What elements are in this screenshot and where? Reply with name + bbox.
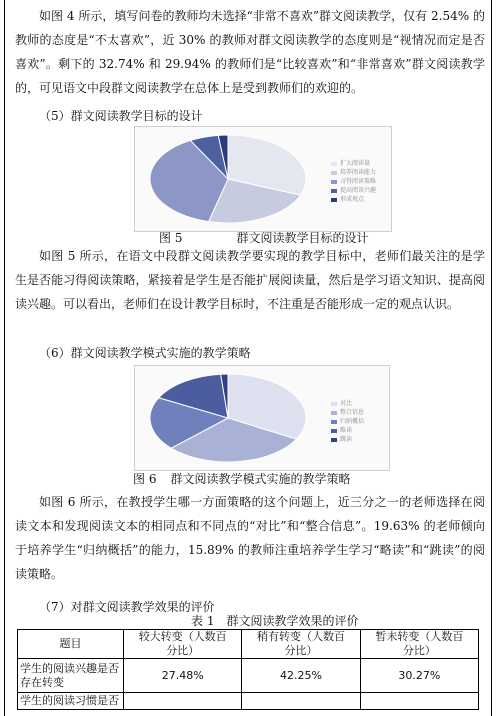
chart6-legend-item [331,408,364,417]
legend-figure6 [331,399,364,444]
chart6-legend-swatch [331,429,337,433]
chart5-legend-label: 形成观点 [340,196,365,203]
chart6-legend-label: 归纳概括 [340,418,365,425]
paragraph-figure4-analysis: 如图 4 所示，填写问卷的教师均未选择“非常不喜欢”群文阅读教学，仅有 2.54% 的教师的态度是“不太喜欢”，近 30% 的教师对群文阅读教学的态度则是“视情况而定是否喜欢”。剩下的 32.74% 和 29.94% 的教师们是“比较喜欢”和“非常喜欢”群文阅读教学的，可见语文中段群文阅读教学在总体上是受到教师们的欢迎的。 [15,9,485,95]
chart6-legend-swatch [331,411,337,415]
figure6-number: 图 6 [133,472,157,486]
chart6-legend-swatch [331,438,337,442]
chart5-legend-label: 提高阅读兴趣 [340,187,377,194]
table-row [18,693,479,710]
chart6-legend-item [331,435,364,444]
chart6-legend-label: 对比 [340,400,353,407]
table-row [18,659,479,693]
chart5-legend-item [331,177,376,186]
chart6-legend-label: 整合信息 [340,409,365,416]
chart5-legend-label: 培养阅读能力 [340,169,377,176]
chart6-legend-label: 跳读 [340,436,353,443]
figure6-caption [133,471,350,487]
chart6-legend-swatch [331,402,337,406]
chart5-legend-swatch [331,180,337,184]
chart6-legend-label: 略读 [340,427,353,434]
table-cell: 30.27% [360,659,478,693]
table-cell: 学生的阅读兴趣是否存在转变 [18,659,124,693]
table-header-cell: 较大转变（人数百分比） [124,630,242,659]
table-cell: 42.25% [242,659,360,693]
chart6-legend-swatch [331,420,337,424]
table-cell [242,693,360,710]
table-cell [360,693,478,710]
figure5-title: 群文阅读教学目标的设计 [236,231,369,245]
table1-caption: 表 1 群文阅读教学效果的评价 [191,614,359,628]
chart5-legend-label: 习得阅读策略 [340,178,377,185]
chart6-legend-item [331,417,364,426]
chart5-legend-swatch [331,162,337,166]
table-header-row [18,630,479,659]
figure5-number: 图 5 [159,231,183,245]
figure6-title: 群文阅读教学模式实施的教学策略 [170,472,351,486]
table-cell: 学生的阅读习惯是否 [18,693,124,710]
table-header-cell: 暂未转变（人数百分比） [360,630,478,659]
chart5-legend-swatch [331,189,337,193]
paragraph-figure6-analysis: 如图 6 所示，在教授学生哪一方面策略的这个问题上，近三分之一的老师选择在阅读文本和发现阅读文本的相同点和不同点的“对比”和“整合信息”。19.63% 的老师倾向于培养学生“归纳概括”的能力，15.89% 的教师注重培养学生学习“略读”和“跳读”的阅读策略。 [15,495,485,581]
section-heading-6: （6）群文阅读教学模式实施的教学策略 [39,346,251,360]
chart5-legend-item [331,186,376,195]
document-page [4,0,492,716]
chart5-legend-label: 扩大阅读量 [340,160,371,167]
legend-figure5 [331,159,376,204]
chart5-legend-item [331,195,376,204]
section-heading-7: （7）对群文阅读教学效果的评价 [39,600,215,614]
table-cell [124,693,242,710]
table-header-cell: 稍有转变（人数百分比） [242,630,360,659]
table-cell: 27.48% [124,659,242,693]
section-heading-5: （5）群文阅读教学目标的设计 [39,109,203,123]
chart5-legend-item [331,168,376,177]
chart5-legend-swatch [331,171,337,175]
table-teaching-effect [17,629,479,710]
table-header-cell: 题目 [18,630,124,659]
chart6-legend-item [331,426,364,435]
chart5-legend-item [331,159,376,168]
paragraph-figure5-analysis: 如图 5 所示，在语文中段群文阅读教学要实现的教学目标中，老师们最关注的是学生是否能习得阅读策略，紧接着是学生是否能扩展阅读量，然后是学习语文知识、提高阅读兴趣。可以看出，老师们在设计教学目标时，不注重是否能形成一定的观点认识。 [15,249,485,311]
chart-figure6 [134,365,390,471]
chart-figure5 [134,126,392,232]
chart6-legend-item [331,399,364,408]
chart5-legend-swatch [331,198,337,202]
